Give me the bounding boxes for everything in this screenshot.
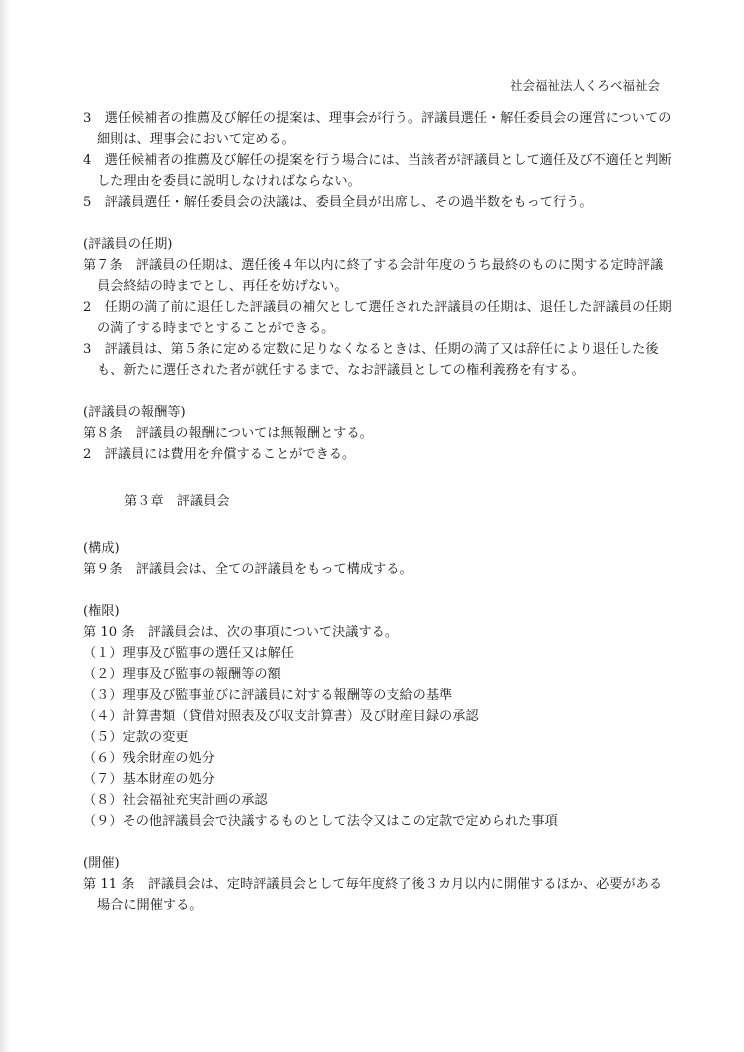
- authority-item-3: （３）理事及び監事並びに評議員に対する報酬等の支給の基準: [83, 688, 453, 703]
- authority-item-1: （１）理事及び監事の選任又は解任: [83, 646, 294, 661]
- article-7: 第７条 評議員の任期は、選任後４年以内に終了する会計年度のうち最終のものに関する定時評議員会終結の時までとし、再任を妨げない。: [83, 258, 664, 294]
- document-body: [83, 108, 673, 916]
- article-9: 第９条 評議員会は、全ての評議員をもって構成する。: [83, 562, 413, 577]
- structure-heading: (構成): [83, 541, 120, 556]
- page-edge-shadow: [0, 0, 10, 1052]
- pay-heading: (評議員の報酬等): [83, 405, 186, 420]
- chapter-title: 第３章 評議員会: [124, 494, 230, 509]
- authority-item-9: （９）その他評議員会で決議するものとして法令又はこの定款で定められた事項: [83, 814, 558, 829]
- article-10: 第 10 条 評議員会は、次の事項について決議する。: [83, 625, 399, 640]
- term-heading: (評議員の任期): [83, 237, 173, 252]
- meeting-heading: (開催): [83, 856, 120, 871]
- committee-paragraph-5: 5 評議員選任・解任委員会の決議は、委員全員が出席し、その過半数をもって行う。: [83, 195, 593, 210]
- article-8-paragraph-2: 2 評議員には費用を弁償することができる。: [83, 447, 356, 462]
- authority-item-2: （２）理事及び監事の報酬等の額: [83, 667, 281, 682]
- committee-paragraph-4: 4 選任候補者の推薦及び解任の提案を行う場合には、当該者が評議員として適任及び不適任と判断した理由を委員に説明しなければならない。: [83, 153, 672, 189]
- authority-heading: (権限): [83, 604, 120, 619]
- authority-item-7: （７）基本財産の処分: [83, 772, 215, 787]
- organization-name: 社会福祉法人くろべ福祉会: [509, 78, 660, 93]
- article-8: 第８条 評議員の報酬については無報酬とする。: [83, 426, 373, 441]
- authority-item-6: （６）残余財産の処分: [83, 751, 215, 766]
- authority-item-4: （４）計算書類（貸借対照表及び収支計算書）及び財産目録の承認: [83, 709, 479, 724]
- article-7-paragraph-3: 3 評議員は、第５条に定める定数に足りなくなるときは、任期の満了又は辞任により退任した後も、新たに選任された者が就任するまで、なお評議員としての権利義務を有する。: [83, 342, 659, 378]
- committee-paragraph-3: 3 選任候補者の推薦及び解任の提案は、理事会が行う。評議員選任・解任委員会の運営についての細則は、理事会において定める。: [83, 111, 672, 147]
- article-7-paragraph-2: 2 任期の満了前に退任した評議員の補欠として選任された評議員の任期は、退任した評議員の任期の満了する時までとすることができる。: [83, 300, 672, 336]
- authority-item-8: （８）社会福祉充実計画の承認: [83, 793, 268, 808]
- article-11: 第 11 条 評議員会は、定時評議員会として毎年度終了後３カ月以内に開催するほか、必要がある場合に開催する。: [83, 877, 663, 913]
- authority-item-5: （５）定款の変更: [83, 730, 189, 745]
